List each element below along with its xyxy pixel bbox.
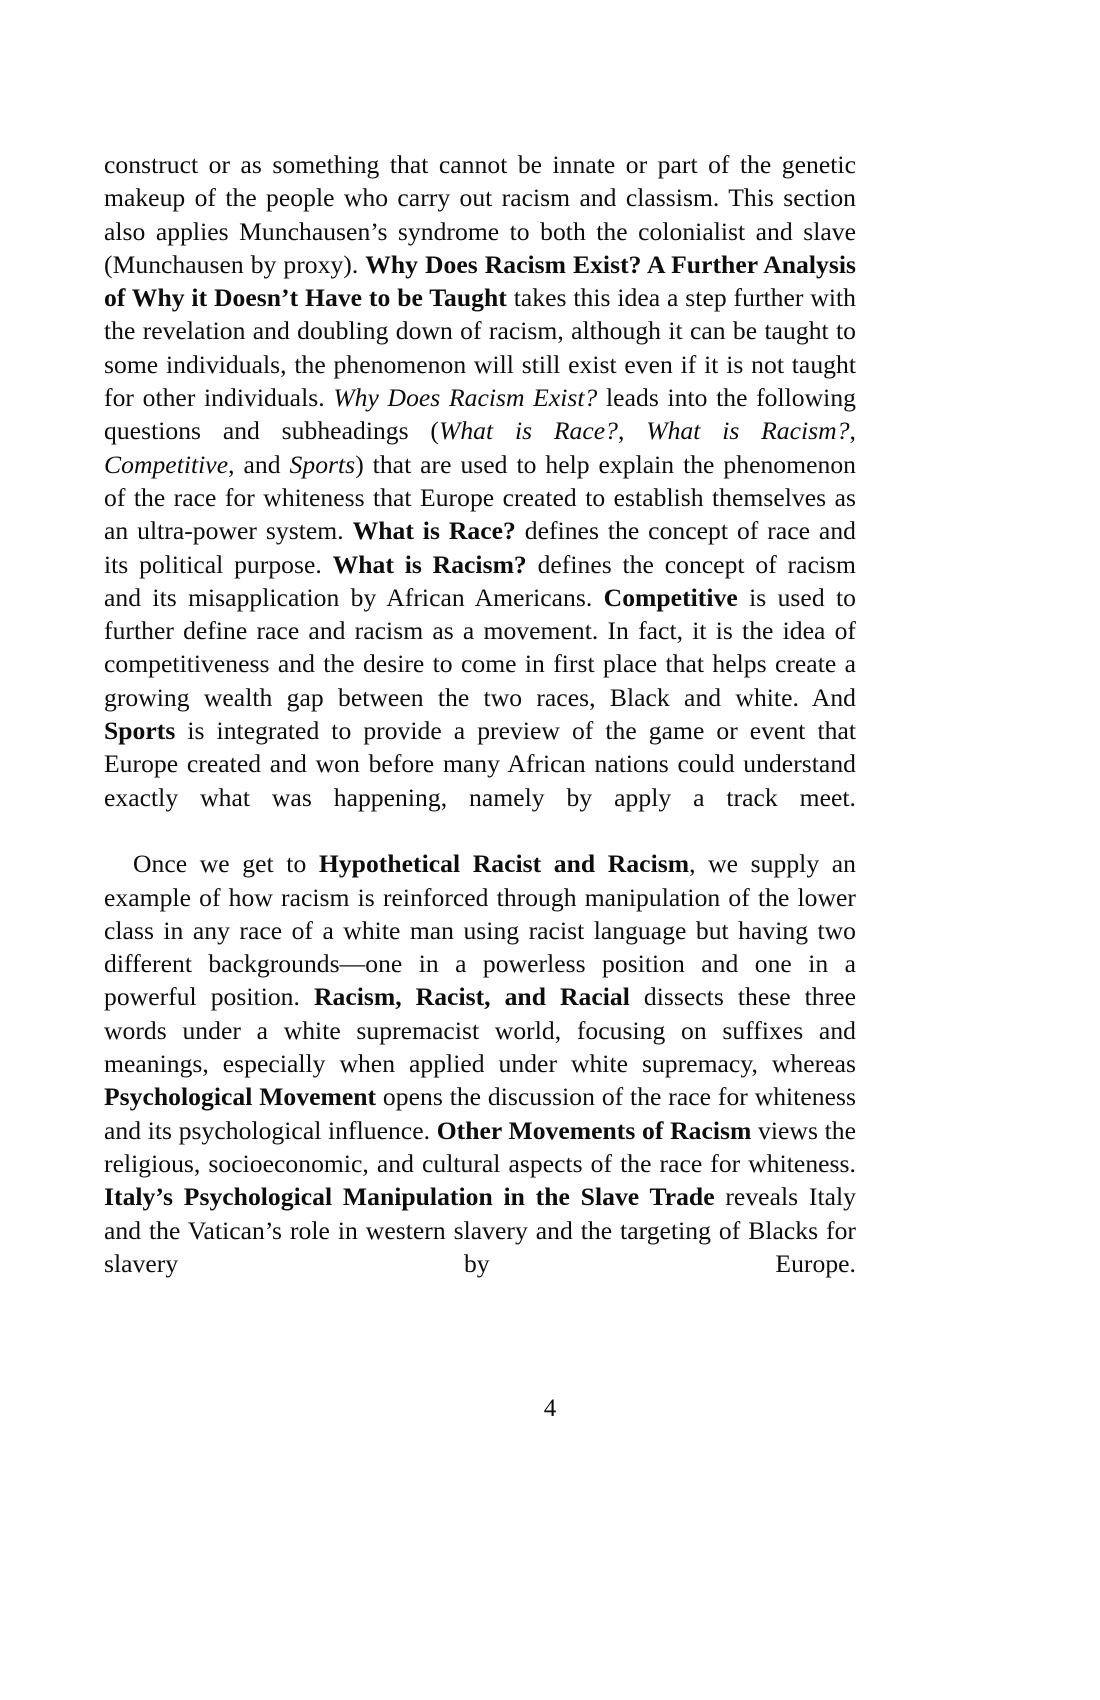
body-text-run: leads into the following questions and subheadings ( bbox=[104, 383, 856, 446]
body-text-run: is integrated to provide a preview of the game or event that Europe created and won before many African nations could understand exactly what was happening, namely by apply a track meet. bbox=[104, 716, 856, 812]
section-title-run: Sports bbox=[104, 716, 176, 746]
section-title-run: Why Does Racism Exist? A Further Analysis of Why it Doesn’t Have to be Taught bbox=[104, 249, 856, 313]
section-reference-run: Why Does Racism Exist? bbox=[333, 383, 598, 413]
body-text-run: views the religious, socioeconomic, and cultural aspects of the race for whiteness. bbox=[104, 1115, 856, 1178]
body-text-run: opens the discussion of the race for whiteness and its psychological influence. bbox=[104, 1082, 856, 1145]
body-text-run: , bbox=[618, 416, 647, 446]
body-text-run: defines the concept of racism and its misapplication by African Americans. bbox=[104, 549, 856, 612]
body-text-run: , we supply an example of how racism is reinforced through manipulation of the lower class in any race of a white man using racist language but having two different backgrounds—one in a powerless position and one in a powerful position. bbox=[104, 849, 856, 1012]
body-text-run: takes this idea a step further with the revelation and doubling down of racism, although it can be taught to some individuals, the phenomenon will still exist even if it is not taught for other individuals. bbox=[104, 283, 856, 413]
section-title-run: Other Movements of Racism bbox=[436, 1115, 752, 1145]
body-text-run: defines the concept of race and its political purpose. bbox=[104, 516, 856, 579]
body-text-run: dissects these three words under a white supremacist world, focusing on suffixes and meanings, especially when applied under white supremacy, whereas bbox=[104, 982, 856, 1079]
paragraph-2 bbox=[104, 847, 856, 1313]
section-title-run: What is Racism? bbox=[332, 549, 527, 579]
section-title-run: Psychological Movement bbox=[104, 1082, 377, 1112]
section-reference-run: What is Racism? bbox=[646, 416, 850, 446]
section-reference-run: What is Race? bbox=[438, 416, 619, 446]
section-title-run: What is Race? bbox=[352, 516, 516, 546]
section-title-run: Italy’s Psychological Manipulation in the Slave Trade bbox=[104, 1182, 715, 1212]
body-text-run: reveals Italy and the Vatican’s role in western slavery and the targeting of Blacks for slavery by Europe. bbox=[104, 1182, 856, 1278]
section-title-run: Competitive bbox=[603, 582, 738, 612]
page-number: 4 bbox=[543, 1395, 557, 1422]
body-text-run: Once we get to bbox=[133, 849, 319, 879]
body-text-run: construct or as something that cannot be innate or part of the genetic makeup of the people who carry out racism and classism. This section also applies Munchausen’s syndrome to both the colonialist and slave (Munchausen by proxy). bbox=[104, 150, 856, 279]
page-body-text bbox=[104, 148, 856, 1313]
section-reference-run: Sports bbox=[289, 449, 356, 479]
section-reference-run: Competitive bbox=[104, 449, 229, 479]
body-text-run: , and bbox=[228, 449, 290, 479]
paragraph-1 bbox=[104, 148, 856, 847]
section-title-run: Racism, Racist, and Racial bbox=[313, 982, 630, 1012]
body-text-run: is used to further define race and racism as a movement. In fact, it is the idea of competitiveness and the desire to come in first place that helps create a growing wealth gap between the two races, Black and white. And bbox=[104, 582, 856, 712]
body-text-run: , bbox=[849, 416, 856, 446]
body-text-run: ) that are used to help explain the phenomenon of the race for whiteness that Europe created to establish themselves as an ultra-power system. bbox=[104, 449, 856, 546]
section-title-run: Hypothetical Racist and Racism bbox=[318, 849, 690, 879]
